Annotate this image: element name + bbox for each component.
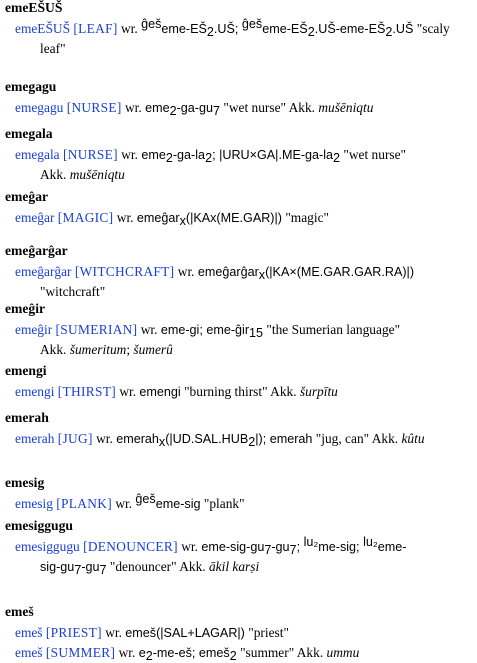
sense-first-line	[15, 320, 473, 340]
entry-emeš	[5, 604, 473, 663]
akkadian-equivalent: mušēniqtu	[69, 167, 125, 182]
written-form: -gu	[271, 540, 290, 554]
sense-text: wr.	[118, 645, 139, 660]
sign-index-subscript: x	[179, 214, 186, 228]
lemma-link[interactable]: emeĝarĝar	[15, 264, 72, 279]
sense-text: ;	[126, 342, 134, 357]
sign-index-subscript: x	[258, 268, 266, 282]
guideword-link[interactable]: [JUG]	[57, 431, 93, 446]
sense-first-line	[15, 262, 473, 282]
sign-index-subscript: 2	[307, 25, 315, 39]
entry-headword: emerah	[5, 410, 49, 425]
sense-text: "witchcraft"	[40, 284, 106, 299]
guideword-link[interactable]: [PRIEST]	[45, 625, 102, 640]
sign-index-subscript: 2	[206, 25, 214, 39]
written-form: ;	[296, 540, 304, 554]
sense-first-line	[15, 623, 473, 643]
written-form: emeĝar	[136, 211, 180, 225]
written-form: (|KAx(ME.GAR)|)	[185, 211, 282, 225]
sense-text: wr.	[119, 384, 140, 399]
written-form: emeĝarĝar	[197, 265, 259, 279]
written-form: eme-	[377, 540, 407, 554]
sense-text: "wet nurse"	[340, 147, 407, 162]
written-form: eme-sig-gu	[201, 540, 265, 554]
lemma-link[interactable]: emegala	[15, 147, 60, 162]
sense-text: wr.	[140, 322, 161, 337]
sense-line	[5, 429, 473, 449]
sense-text: wr.	[181, 539, 202, 554]
written-form: e	[138, 646, 146, 660]
written-form: -gu	[81, 560, 100, 574]
sense-text: "the Sumerian language"	[263, 322, 401, 337]
sense-text: "priest"	[244, 625, 289, 640]
akkadian-equivalent: šumerû	[133, 342, 173, 357]
sense-line	[5, 145, 473, 184]
written-form: emengi	[139, 385, 181, 399]
akkadian-equivalent: ākil karṣi	[208, 559, 260, 574]
sign-index-subscript: 2	[145, 649, 153, 663]
entry-headword: emeĝarĝar	[5, 243, 68, 258]
written-form: -ga-la	[172, 148, 206, 162]
sign-index-subscript: 2	[229, 649, 237, 663]
lemma-link[interactable]: emerah	[15, 431, 55, 446]
guideword-link[interactable]: [MAGIC]	[57, 210, 114, 225]
sense-text: "denouncer" Akk.	[106, 559, 209, 574]
sign-index-subscript: 7	[213, 104, 221, 118]
sense-first-line	[15, 382, 473, 402]
sense-first-line	[15, 19, 473, 39]
akkadian-equivalent: ummu	[326, 645, 360, 660]
sense-text: "plank"	[200, 496, 245, 511]
sense-text: "summer" Akk.	[236, 645, 327, 660]
written-form: me-sig;	[318, 540, 364, 554]
guideword-link[interactable]: [LEAF]	[73, 21, 118, 36]
written-form: -ga-gu	[176, 101, 213, 115]
sign-index-subscript: 2	[248, 435, 256, 449]
lemma-link[interactable]: emeš	[15, 625, 43, 640]
sign-index-subscript: 2	[165, 151, 173, 165]
entry-emesig	[5, 475, 473, 514]
lemma-link[interactable]: emegagu	[15, 100, 64, 115]
akkadian-equivalent: kûtu	[401, 431, 425, 446]
akkadian-equivalent: šumeritum	[69, 342, 127, 357]
lemma-link[interactable]: emeš	[15, 645, 43, 660]
entry-headword: emegala	[5, 126, 53, 141]
sense-text: wr.	[105, 625, 126, 640]
entry-headword: emeĝir	[5, 301, 45, 316]
sense-text: "scaly	[413, 21, 450, 36]
entry-emesiggugu	[5, 518, 473, 577]
lemma-link[interactable]: emeEŠUŠ	[15, 21, 71, 36]
written-form: emeš(|SAL+LAGAR|)	[125, 626, 245, 640]
entry-emegagu	[5, 79, 473, 118]
sense-continuation-line	[15, 282, 473, 301]
guideword-link[interactable]: [NURSE]	[62, 147, 118, 162]
guideword-link[interactable]: [SUMMER]	[45, 645, 116, 660]
determinative-superscript: ĝeš	[141, 17, 162, 31]
written-form: eme	[145, 101, 170, 115]
sign-index-subscript: 15	[249, 326, 264, 340]
entry-headword: emeĝar	[5, 189, 49, 204]
written-form: eme-gi; eme-ĝir	[160, 323, 250, 337]
sense-line	[5, 537, 473, 577]
guideword-link[interactable]: [PLANK]	[56, 496, 112, 511]
sense-text: "burning thirst" Akk.	[180, 384, 300, 399]
written-form: eme-sig	[155, 497, 201, 511]
entry-headword: emegagu	[5, 79, 57, 94]
written-form: sig-gu	[40, 560, 75, 574]
sense-first-line	[15, 494, 473, 514]
sense-line	[5, 494, 473, 514]
entry-emengi	[5, 363, 473, 402]
guideword-link[interactable]: [NURSE]	[66, 100, 122, 115]
sign-index-subscript: 7	[289, 543, 297, 557]
guideword-link[interactable]: [THIRST]	[57, 384, 116, 399]
sense-text: wr.	[96, 431, 117, 446]
akkadian-equivalent: mušēniqtu	[318, 100, 374, 115]
lemma-link[interactable]: emesiggugu	[15, 539, 80, 554]
guideword-link[interactable]: [DENOUNCER]	[83, 539, 178, 554]
akkadian-equivalent: šurpītu	[299, 384, 338, 399]
sense-line	[5, 320, 473, 359]
entry-headword: emesig	[5, 475, 45, 490]
sign-index-subscript: 7	[99, 563, 107, 577]
written-form: eme-EŠ	[262, 22, 308, 36]
sense-first-line	[15, 643, 473, 663]
determinative-superscript: lu₂	[363, 535, 378, 549]
sense-line	[5, 19, 473, 58]
written-form: .UŠ	[392, 22, 414, 36]
entry-headword: emesiggugu	[5, 518, 73, 533]
guideword-link[interactable]: [SUMERIAN]	[55, 322, 138, 337]
sense-line	[5, 262, 473, 301]
sense-first-line	[15, 208, 473, 228]
sense-text: wr.	[177, 264, 198, 279]
sense-text: wr.	[121, 147, 142, 162]
sense-text: leaf"	[40, 41, 66, 56]
written-form: (|KA×(ME.GAR.GAR.RA)|)	[265, 265, 415, 279]
entry-headword: emeEŠUŠ	[5, 0, 63, 15]
sign-index-subscript: 2	[205, 151, 213, 165]
sense-text: Akk.	[40, 342, 70, 357]
entry-emeĝarĝar	[5, 243, 473, 301]
sense-first-line	[15, 537, 473, 557]
determinative-superscript: ĝeš	[241, 17, 263, 31]
entry-emeEŠUŠ	[5, 0, 473, 58]
sense-text: "magic"	[281, 210, 329, 225]
lemma-link[interactable]: emengi	[15, 384, 55, 399]
written-form: |); emerah	[255, 432, 313, 446]
entry-emerah	[5, 410, 473, 449]
sense-continuation-line	[15, 39, 473, 58]
written-form: eme-EŠ	[161, 22, 207, 36]
sense-continuation-line	[15, 557, 473, 577]
entry-headword: emengi	[5, 363, 47, 378]
written-form: .UŠ-eme-EŠ	[314, 22, 386, 36]
sense-line	[5, 623, 473, 643]
entry-emeĝir	[5, 301, 473, 359]
sign-index-subscript: 2	[385, 25, 393, 39]
written-form: .UŠ;	[213, 22, 242, 36]
sign-index-subscript: 2	[333, 151, 341, 165]
sense-continuation-line	[15, 340, 473, 359]
determinative-superscript: lu₂	[303, 535, 319, 549]
sense-text: wr.	[124, 100, 146, 115]
sense-first-line	[15, 98, 473, 118]
sense-text: wr.	[115, 496, 136, 511]
lemma-link[interactable]: emeĝir	[15, 322, 53, 337]
sense-line	[5, 208, 473, 228]
sense-text: "jug, can" Akk.	[312, 431, 402, 446]
sense-text: Akk.	[40, 167, 70, 182]
sense-first-line	[15, 429, 473, 449]
sense-line	[5, 382, 473, 402]
written-form: eme	[141, 148, 166, 162]
lemma-link[interactable]: emesig	[15, 496, 53, 511]
sense-text: wr.	[120, 21, 142, 36]
sense-line	[5, 98, 473, 118]
sense-text: "wet nurse" Akk.	[220, 100, 319, 115]
sense-line	[5, 643, 473, 663]
sense-first-line	[15, 145, 473, 165]
entry-emeĝar	[5, 189, 473, 228]
guideword-link[interactable]: [WITCHCRAFT]	[74, 264, 175, 279]
entry-emegala	[5, 126, 473, 184]
entry-headword: emeš	[5, 604, 34, 619]
written-form: ; |URU×GA|.ME-ga-la	[212, 148, 334, 162]
written-form: -me-eš; emeš	[152, 646, 230, 660]
written-form: emerah	[116, 432, 159, 446]
written-form: (|UD.SAL.HUB	[165, 432, 249, 446]
lemma-link[interactable]: emeĝar	[15, 210, 55, 225]
sense-text: wr.	[116, 210, 137, 225]
determinative-superscript: ĝeš	[135, 492, 156, 506]
sign-index-subscript: x	[158, 435, 166, 449]
sign-index-subscript: 7	[74, 563, 82, 577]
sense-continuation-line	[15, 165, 473, 184]
sign-index-subscript: 7	[264, 543, 272, 557]
sign-index-subscript: 2	[169, 104, 177, 118]
